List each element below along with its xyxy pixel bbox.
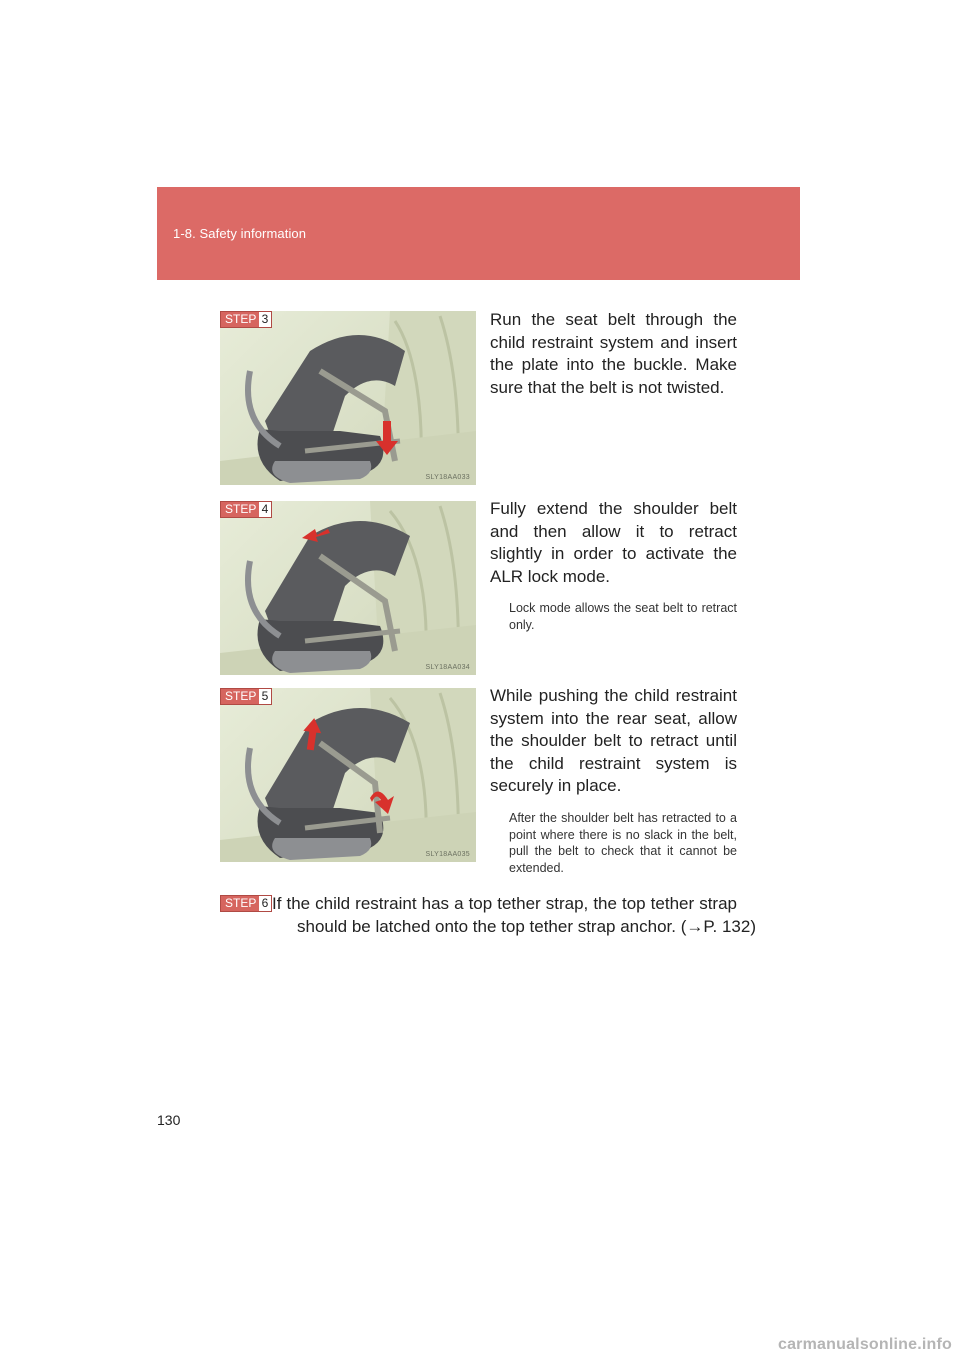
red-arrow-down-icon — [220, 311, 476, 485]
watermark: carmanualsonline.info — [777, 1336, 952, 1353]
step-word: STEP — [225, 689, 257, 703]
step-6-line-1: If the child restraint has a top tether strap, the top tether strap — [272, 894, 737, 913]
red-curved-arrow-icon — [220, 688, 476, 862]
step-5-badge — [220, 688, 272, 705]
figure-code: SLY18AA033 — [425, 474, 470, 481]
step-3-illustration — [220, 311, 476, 485]
step-5-note: After the shoulder belt has retracted to a point where there is no slack in the belt, pull the belt to check that it cannot be extended. — [509, 811, 737, 875]
step-6-text — [272, 893, 756, 938]
step-3-badge — [220, 311, 272, 328]
step-4-badge — [220, 501, 272, 518]
section-title: 1-8. Safety information — [173, 226, 307, 241]
step-6-line-2: should be latched onto the top tether strap anchor. (→P. 132) — [297, 916, 756, 936]
step-5-text: While pushing the child restraint system into the rear seat, allow the shoulder belt to retract until the child restraint system is securely in place. — [490, 686, 737, 795]
step-word: STEP — [225, 312, 257, 326]
page-number: 130 — [157, 1112, 181, 1128]
step-3-text: Run the seat belt through the child restraint system and insert the plate into the buckle. Make sure that the belt is not twisted. — [490, 310, 737, 397]
step-number: 6 — [259, 896, 271, 911]
step-word: STEP — [225, 896, 257, 910]
step-6-badge — [220, 895, 272, 912]
red-arrow-up-left-icon — [220, 501, 476, 675]
step-number: 4 — [259, 502, 271, 517]
step-4-text: Fully extend the shoulder belt and then allow it to retract slightly in order to activate the ALR lock mode. — [490, 499, 737, 586]
step-number: 5 — [259, 689, 271, 704]
step-5-illustration — [220, 688, 476, 862]
figure-code: SLY18AA035 — [425, 851, 470, 858]
step-4-note: Lock mode allows the seat belt to retract only. — [509, 601, 737, 632]
header-band — [157, 187, 800, 280]
step-word: STEP — [225, 502, 257, 516]
figure-code: SLY18AA034 — [425, 664, 470, 671]
step-4-illustration — [220, 501, 476, 675]
step-number: 3 — [259, 312, 271, 327]
